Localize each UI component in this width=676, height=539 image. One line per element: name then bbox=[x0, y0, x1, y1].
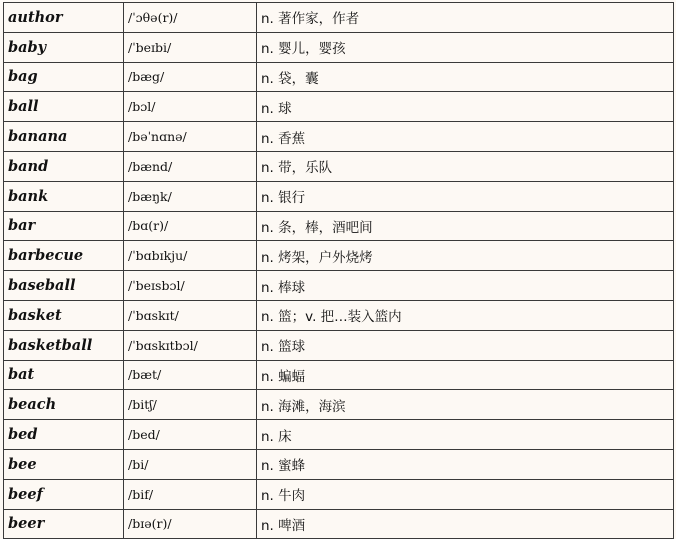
word-cell: author bbox=[4, 3, 124, 33]
phonetic-cell: /bɔl/ bbox=[124, 92, 257, 122]
word-cell: bank bbox=[4, 181, 124, 211]
word-cell: basketball bbox=[4, 330, 124, 360]
table-row bbox=[4, 181, 674, 211]
word-cell: bat bbox=[4, 360, 124, 390]
table-row bbox=[4, 32, 674, 62]
phonetic-cell: /ˈbeɪsbɔl/ bbox=[124, 271, 257, 301]
phonetic-cell: /bæŋk/ bbox=[124, 181, 257, 211]
meaning-cell: n. 海滩，海滨 bbox=[257, 390, 674, 420]
word-cell: bag bbox=[4, 62, 124, 92]
vocabulary-table-body bbox=[4, 3, 674, 539]
meaning-cell: n. 篮球 bbox=[257, 330, 674, 360]
meaning-cell: n. 棒球 bbox=[257, 271, 674, 301]
phonetic-cell: /bitʃ/ bbox=[124, 390, 257, 420]
table-row bbox=[4, 360, 674, 390]
phonetic-cell: /ˈbɑbɪkju/ bbox=[124, 241, 257, 271]
word-cell: baby bbox=[4, 32, 124, 62]
phonetic-cell: /bif/ bbox=[124, 479, 257, 509]
meaning-cell: n. 香蕉 bbox=[257, 122, 674, 152]
table-row bbox=[4, 420, 674, 450]
table-row bbox=[4, 271, 674, 301]
word-cell: baseball bbox=[4, 271, 124, 301]
meaning-cell: n. 烤架，户外烧烤 bbox=[257, 241, 674, 271]
word-cell: beef bbox=[4, 479, 124, 509]
word-cell: bar bbox=[4, 211, 124, 241]
meaning-cell: n. 蝙蝠 bbox=[257, 360, 674, 390]
phonetic-cell: /bænd/ bbox=[124, 151, 257, 181]
meaning-cell: n. 银行 bbox=[257, 181, 674, 211]
phonetic-cell: /bed/ bbox=[124, 420, 257, 450]
table-row bbox=[4, 62, 674, 92]
table-row bbox=[4, 211, 674, 241]
phonetic-cell: /bɪə(r)/ bbox=[124, 509, 257, 539]
meaning-cell: n. 啤酒 bbox=[257, 509, 674, 539]
phonetic-cell: /ˈbɑskɪt/ bbox=[124, 300, 257, 330]
meaning-cell: n. 婴儿，婴孩 bbox=[257, 32, 674, 62]
meaning-cell: n. 蜜蜂 bbox=[257, 449, 674, 479]
word-cell: barbecue bbox=[4, 241, 124, 271]
phonetic-cell: /ˈbeɪbi/ bbox=[124, 32, 257, 62]
meaning-cell: n. 袋，囊 bbox=[257, 62, 674, 92]
table-row bbox=[4, 479, 674, 509]
meaning-cell: n. 著作家，作者 bbox=[257, 3, 674, 33]
word-cell: bee bbox=[4, 449, 124, 479]
word-cell: ball bbox=[4, 92, 124, 122]
meaning-cell: n. 球 bbox=[257, 92, 674, 122]
table-row bbox=[4, 509, 674, 539]
word-cell: beach bbox=[4, 390, 124, 420]
word-cell: band bbox=[4, 151, 124, 181]
meaning-cell: n. 牛肉 bbox=[257, 479, 674, 509]
table-row bbox=[4, 300, 674, 330]
table-row bbox=[4, 449, 674, 479]
table-row bbox=[4, 390, 674, 420]
phonetic-cell: /ˈbɑskɪtbɔl/ bbox=[124, 330, 257, 360]
vocabulary-table bbox=[3, 2, 674, 539]
table-row bbox=[4, 151, 674, 181]
word-cell: basket bbox=[4, 300, 124, 330]
table-row bbox=[4, 3, 674, 33]
phonetic-cell: /bəˈnɑnə/ bbox=[124, 122, 257, 152]
table-row bbox=[4, 122, 674, 152]
meaning-cell: n. 床 bbox=[257, 420, 674, 450]
phonetic-cell: /ˈɔθə(r)/ bbox=[124, 3, 257, 33]
phonetic-cell: /bɑ(r)/ bbox=[124, 211, 257, 241]
phonetic-cell: /bæt/ bbox=[124, 360, 257, 390]
word-cell: banana bbox=[4, 122, 124, 152]
phonetic-cell: /bi/ bbox=[124, 449, 257, 479]
word-cell: beer bbox=[4, 509, 124, 539]
meaning-cell: n. 条，棒，酒吧间 bbox=[257, 211, 674, 241]
table-row bbox=[4, 92, 674, 122]
meaning-cell: n. 篮；v. 把…装入篮内 bbox=[257, 300, 674, 330]
table-row bbox=[4, 330, 674, 360]
phonetic-cell: /bæg/ bbox=[124, 62, 257, 92]
meaning-cell: n. 带，乐队 bbox=[257, 151, 674, 181]
word-cell: bed bbox=[4, 420, 124, 450]
table-row bbox=[4, 241, 674, 271]
